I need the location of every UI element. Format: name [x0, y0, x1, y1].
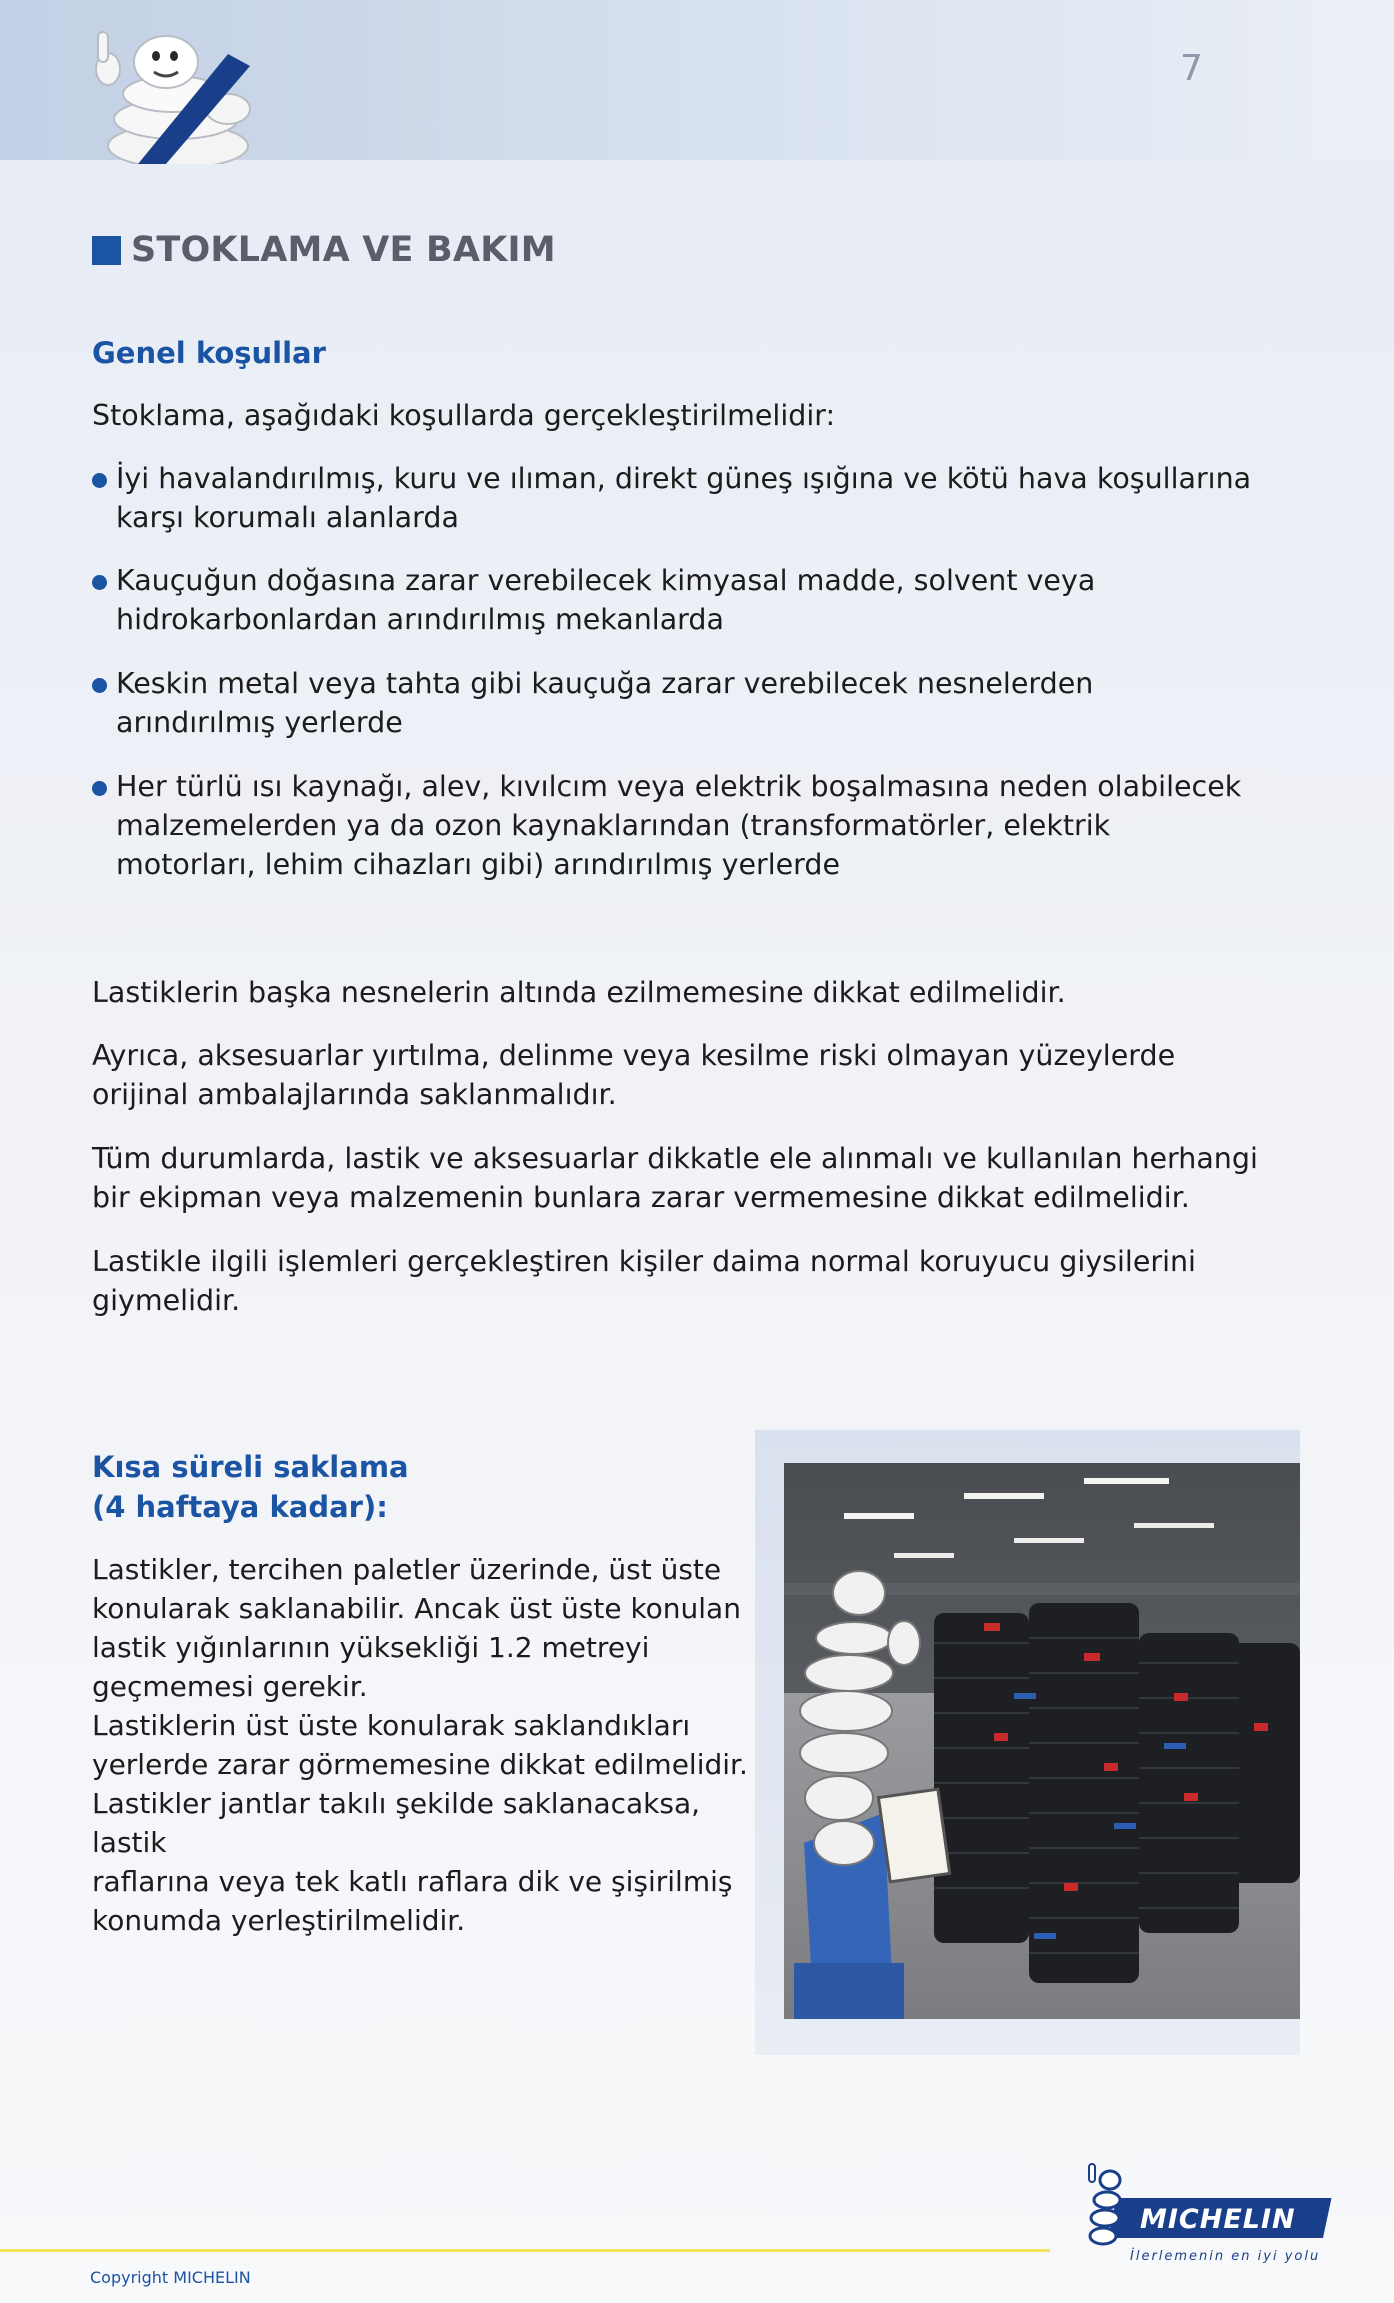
text-line: geçmemesi gerekir.: [92, 1670, 368, 1703]
svg-text:MICHELIN: MICHELIN: [1140, 2204, 1296, 2235]
short-storage-heading-line1: Kısa süreli saklama: [92, 1450, 409, 1484]
bullet-text: Her türlü ısı kaynağı, alev, kıvılcım veya elektrik boşalmasına neden olabilecek malzemelerden ya da ozon kaynaklarından (transformatörler, elektrik motorları, lehim cihazları gibi) arındırılmış yerlerde: [116, 770, 1242, 881]
paragraph: Ayrıca, aksesuarlar yırtılma, delinme veya kesilme riski olmayan yüzeylerde orijinal ambalajlarında saklanmalıdır.: [92, 1039, 1176, 1111]
bullet-icon: [92, 678, 107, 693]
bullet-text: Keskin metal veya tahta gibi kauçuğa zarar verebilecek nesnelerden arındırılmış yerlerde: [116, 667, 1094, 739]
svg-text:İlerlemenin en iyi yolu: İlerlemenin en iyi yolu: [1130, 2249, 1321, 2264]
text-line: lastik yığınlarının yüksekliği 1.2 metreyi: [92, 1631, 650, 1664]
text-line: raflarına veya tek katlı raflara dik ve şişirilmiş: [92, 1865, 733, 1898]
section-square-icon: [92, 236, 121, 265]
bullet-text: Kauçuğun doğasına zarar verebilecek kimyasal madde, solvent veya hidrokarbonlardan arındırılmış mekanlarda: [116, 564, 1096, 636]
list-item: [92, 767, 1252, 884]
paragraph: Tüm durumlarda, lastik ve aksesuarlar dikkatle ele alınmalı ve kullanılan herhangi bir ekipman veya malzemenin bunlara zarar vermemesine dikkat edilmelidir.: [92, 1142, 1258, 1214]
warehouse-tires-photo: [784, 1463, 1300, 2019]
bullet-icon: [92, 781, 107, 796]
text-line: Lastikler jantlar takılı şekilde saklanacaksa, lastik: [92, 1787, 701, 1859]
text-line: konumda yerleştirilmelidir.: [92, 1904, 466, 1937]
list-item: [92, 459, 1322, 537]
bullet-text: İyi havalandırılmış, kuru ve ılıman, direkt güneş ışığına ve kötü hava koşullarına karşı korumalı alanlarda: [116, 462, 1252, 534]
page-number: 7: [1180, 48, 1203, 89]
text-line: konularak saklanabilir. Ancak üst üste konulan: [92, 1592, 741, 1625]
short-storage-heading: [92, 1447, 409, 1527]
copyright: Copyright MICHELIN: [90, 2268, 251, 2287]
footer-divider: [0, 2249, 1050, 2252]
general-intro: Stoklama, aşağıdaki koşullarda gerçekleştirilmelidir:: [92, 399, 836, 432]
paragraph: Lastiklerin başka nesnelerin altında ezilmemesine dikkat edilmelidir.: [92, 976, 1066, 1009]
general-heading: Genel koşullar: [92, 336, 326, 370]
section-title-text: STOKLAMA VE BAKIM: [131, 230, 556, 270]
text-line: Lastikler, tercihen paletler üzerinde, üst üste: [92, 1553, 722, 1586]
short-storage-heading-line2: (4 haftaya kadar):: [92, 1490, 388, 1524]
short-storage-text: [92, 1550, 752, 1940]
list-item: [92, 561, 1142, 639]
list-item: [92, 664, 1142, 742]
section-title: [92, 230, 556, 270]
bibendum-mascot-icon: [78, 14, 278, 164]
text-line: Lastiklerin üst üste konularak saklandıkları: [92, 1709, 691, 1742]
bullet-icon: [92, 473, 107, 488]
paragraph: Lastikle ilgili işlemleri gerçekleştiren kişiler daima normal koruyucu giysilerini giymelidir.: [92, 1245, 1196, 1317]
michelin-logo: [1085, 2158, 1350, 2268]
text-line: yerlerde zarar görmemesine dikkat edilmelidir.: [92, 1748, 748, 1781]
bullet-icon: [92, 575, 107, 590]
